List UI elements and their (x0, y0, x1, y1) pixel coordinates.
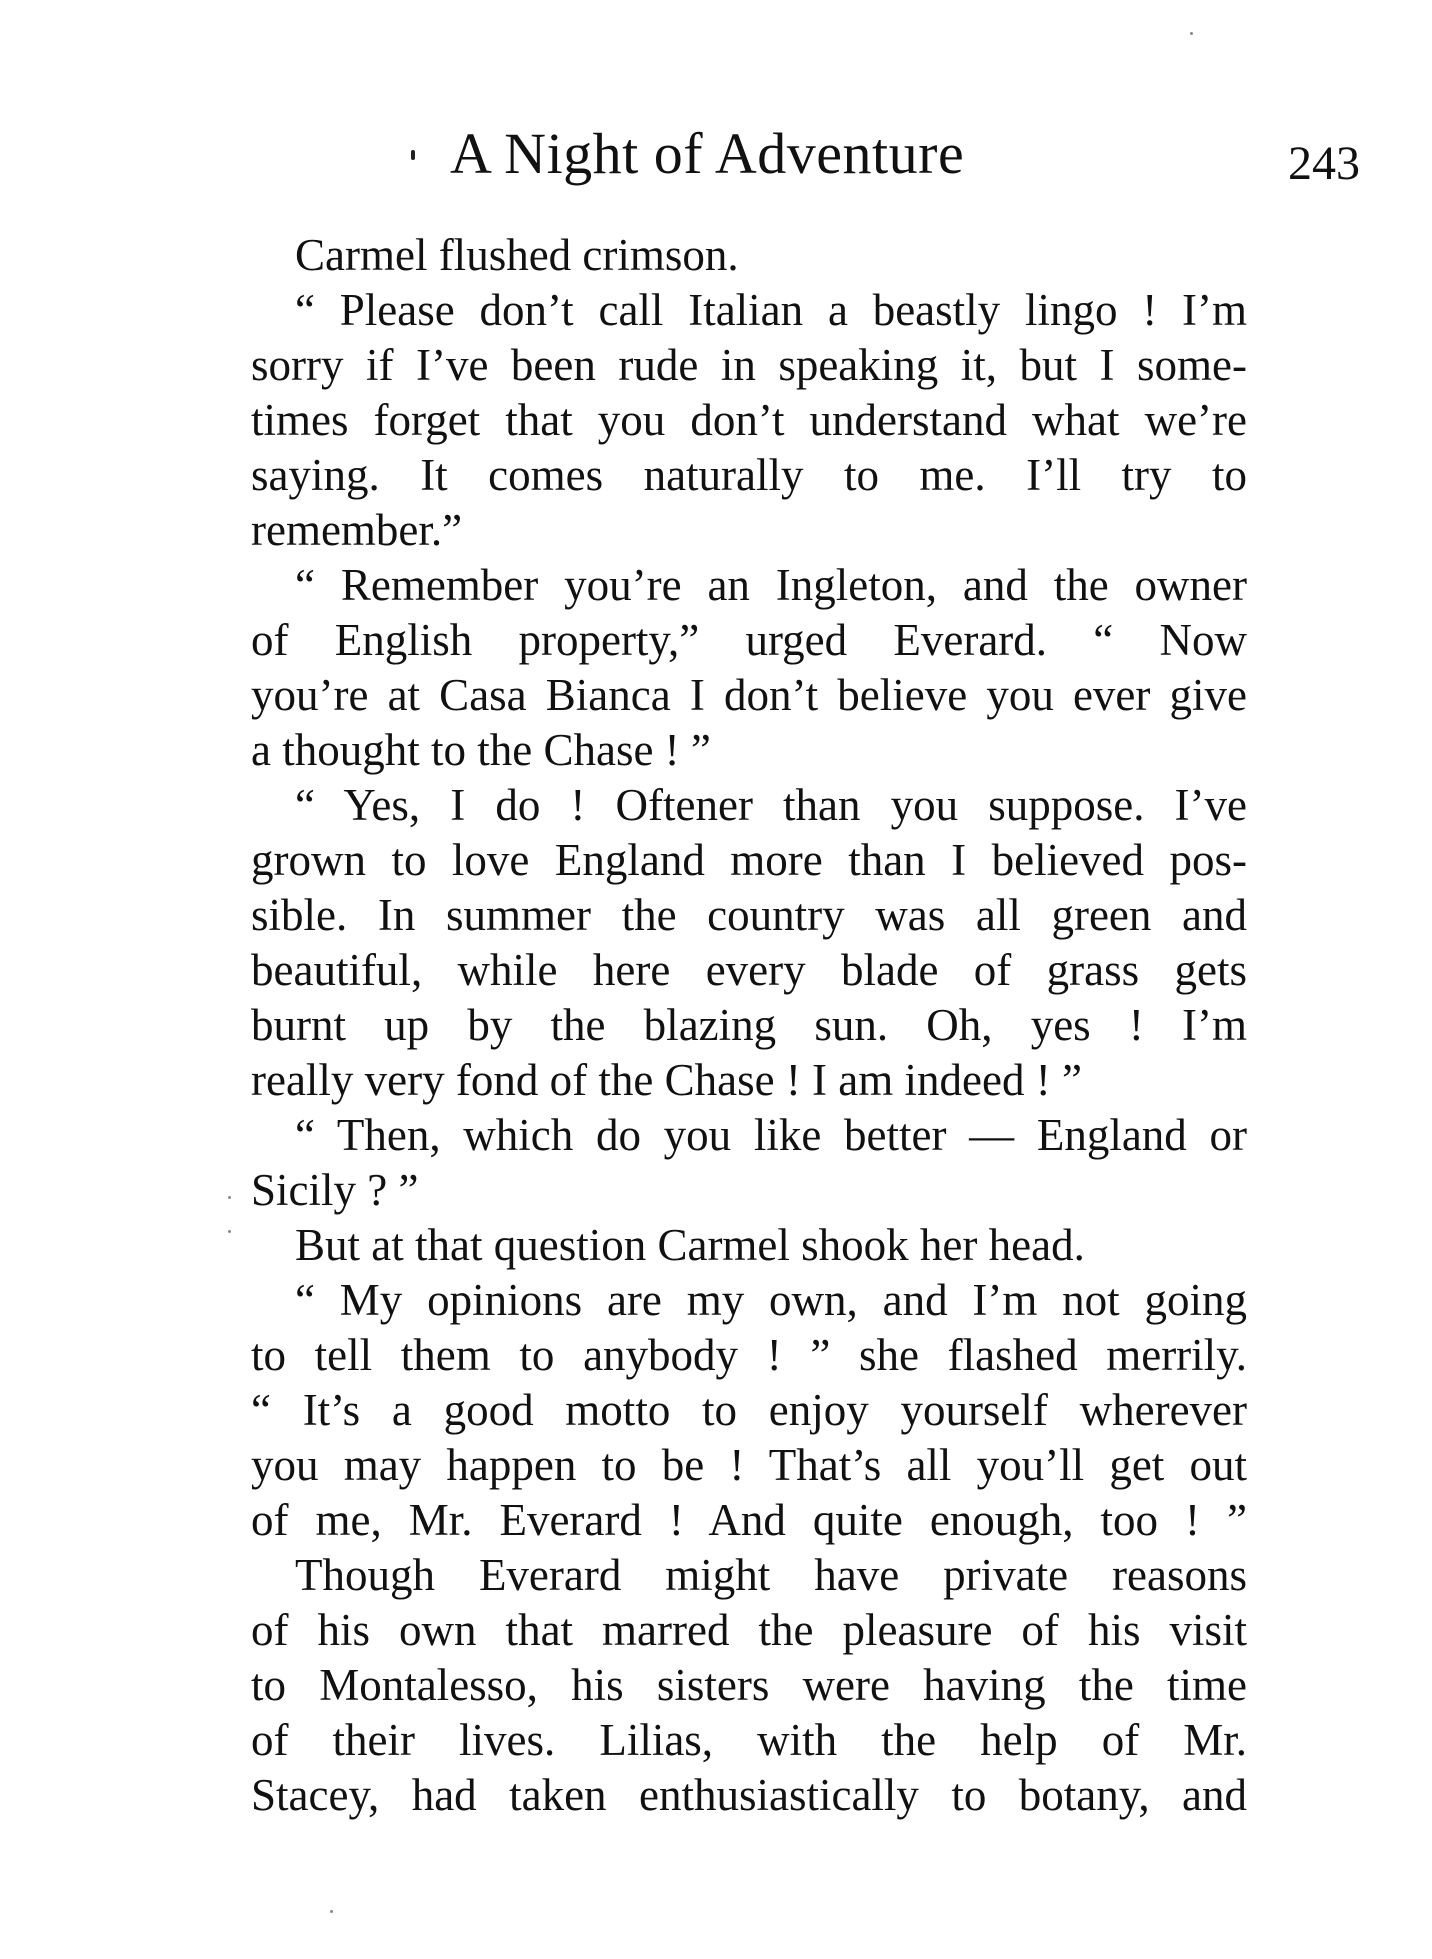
text-line: of his own that marred the pleasure of his visit (251, 1605, 1247, 1655)
text-line: Carmel flushed crimson. (295, 230, 739, 280)
text-line: remember.” (251, 505, 463, 555)
text-line: to tell them to anybody ! ” she flashed merrily. (251, 1330, 1247, 1380)
text-line: Sicily ? ” (251, 1165, 419, 1215)
text-line: really very fond of the Chase ! I am indeed ! ” (251, 1055, 1082, 1105)
page-number: 243 (1288, 137, 1360, 190)
paper-speck (1190, 32, 1193, 35)
text-line: beautiful, while here every blade of grass gets (251, 945, 1247, 995)
text-line: “ It’s a good motto to enjoy yourself wherever (251, 1385, 1247, 1435)
text-line: grown to love England more than I believed pos- (251, 835, 1247, 885)
text-line: a thought to the Chase ! ” (251, 725, 711, 775)
text-line: But at that question Carmel shook her head. (295, 1220, 1085, 1270)
text-line: burnt up by the blazing sun. Oh, yes ! I’m (251, 1000, 1247, 1050)
text-line: of English property,” urged Everard. “ Now (251, 615, 1247, 665)
text-line: times forget that you don’t understand what we’re (251, 395, 1247, 445)
text-line: “ Please don’t call Italian a beastly lingo ! I’m (295, 285, 1247, 335)
text-line: of their lives. Lilias, with the help of Mr. (251, 1715, 1247, 1765)
text-line: Though Everard might have private reasons (295, 1550, 1247, 1600)
text-line: “ Then, which do you like better — England or (295, 1110, 1247, 1160)
text-line: saying. It comes naturally to me. I’ll try to (251, 450, 1247, 500)
text-line: “ Yes, I do ! Oftener than you suppose. I’ve (295, 780, 1247, 830)
text-line: of me, Mr. Everard ! And quite enough, too ! ” (251, 1495, 1247, 1545)
body-text (251, 228, 1247, 1823)
paper-speck (228, 1230, 231, 1233)
running-head: A Night of Adventure (450, 121, 965, 186)
paper-speck (228, 1196, 231, 1199)
text-line: Stacey, had taken enthusiastically to botany, and (251, 1770, 1247, 1820)
text-line: you may happen to be ! That’s all you’ll get out (251, 1440, 1247, 1490)
text-line: “ Remember you’re an Ingleton, and the owner (295, 560, 1247, 610)
text-line: to Montalesso, his sisters were having the time (251, 1660, 1247, 1710)
paper-speck (330, 1910, 333, 1913)
text-line: “ My opinions are my own, and I’m not going (295, 1275, 1247, 1325)
text-line: sorry if I’ve been rude in speaking it, but I some- (251, 340, 1247, 390)
text-line: sible. In summer the country was all green and (251, 890, 1247, 940)
text-line: you’re at Casa Bianca I don’t believe you ever give (251, 670, 1247, 720)
page-header (250, 118, 1360, 198)
